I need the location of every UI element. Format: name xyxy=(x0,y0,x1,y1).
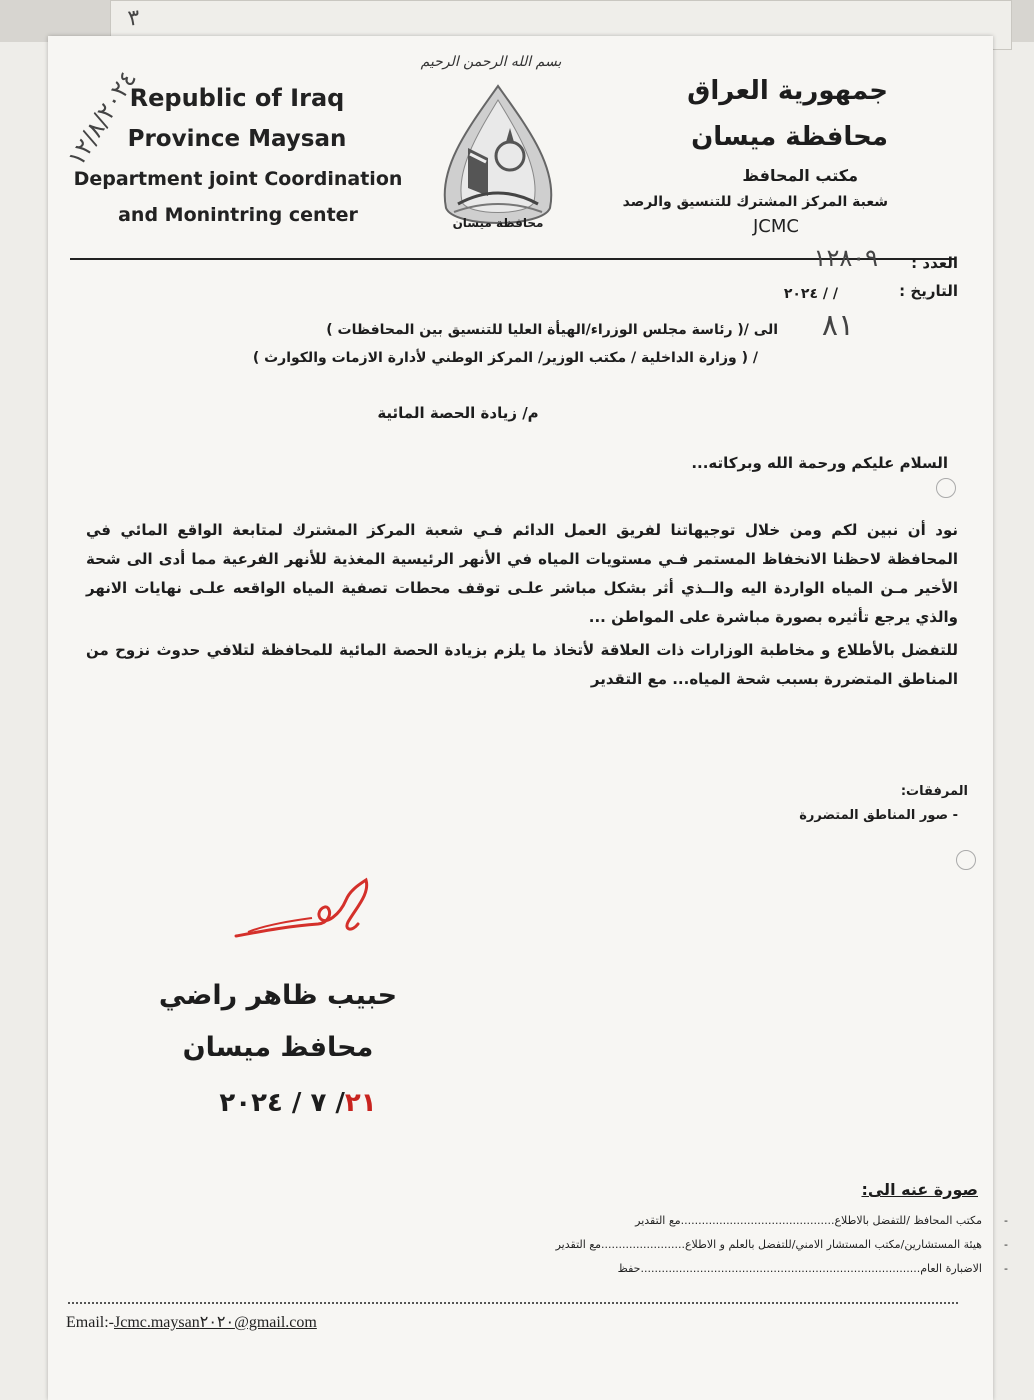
header-ar-province: محافظة ميسان xyxy=(691,122,888,152)
body-paragraph-2: للتفضل بالأطلاع و مخاطبة الوزارات ذات العلاقة لأتخاذ ما يلزم بزيادة الحصة المائية للمحافظة لتلافي حدوث نزوح من المناطق المتضررة بسبب شحة المياه... مع التقدير xyxy=(86,641,958,688)
email-value: Jcmc.maysan٢٠٢٠@gmail.com xyxy=(113,1314,317,1331)
footer-divider xyxy=(68,1302,958,1304)
punch-mark xyxy=(936,478,956,498)
addressee-line-2: / ( وزارة الداخلية / مكتب الوزير/ المركز الوطني لأدارة الازمات والكوارث ) xyxy=(252,350,758,366)
handwritten-corner-mark: ٣ xyxy=(126,5,142,32)
header-en-province: Province Maysan xyxy=(127,126,347,152)
copy-row-note: مع التقدير xyxy=(555,1238,602,1251)
signature-date-rest: / ٧ / ٢٠٢٤ xyxy=(219,1088,345,1118)
date-value: / / ٢٠٢٤ xyxy=(783,286,838,302)
email-label: Email:- xyxy=(66,1314,114,1331)
header-en-country: Republic of Iraq xyxy=(129,84,345,112)
header-jcmc: JCMC xyxy=(753,216,799,237)
header-en-department: Department joint Coordination xyxy=(73,168,403,190)
handwritten-signature-icon xyxy=(228,874,388,954)
letter-page xyxy=(48,36,1008,1400)
copy-row: -هيئة المستشارين/مكتب المستشار الامني/للتفضل بالعلم و الاطلاع........................مع التقدير xyxy=(555,1238,1008,1251)
copy-row-text: مكتب المحافظ /للتفضل بالاطلاع xyxy=(834,1214,982,1227)
handwritten-date: ١٢/٨/٢٠٢٤ xyxy=(62,65,143,171)
number-label: العدد : xyxy=(911,254,958,272)
signatory-title: محافظ ميسان xyxy=(182,1032,374,1063)
date-label: التاريخ : xyxy=(899,282,958,300)
header-ar-office: مكتب المحافظ xyxy=(742,166,858,185)
body-paragraph-1: نود أن نبين لكم ومن خلال توجيهاتنا لفريق العمل الدائم فـي شعبة المركز المشترك لمتابعة الواقع المائي في المحافظة لاحظنا الانخفاظ المستمر فـي مستويات المياه في الأنهر الرئيسية المغذية للأنهر الفرعية مما أدى الى شحة الأخير مـن المياه الواردة اليه والــذي أثر بشكل مباشر علـى توقف محطات تصفية المياه الواقعه علـى نهايات الانهر والذي يرجع تأثيره بصورة مباشرة على المواطن ... xyxy=(86,521,958,626)
signature-date-day: ٢١ xyxy=(344,1088,377,1118)
signatory-name: حبيب ظاهر راضي xyxy=(158,980,398,1011)
addressee-line-1: الى /( رئاسة مجلس الوزراء/الهيأة العليا للتنسيق بين المحافظات ) xyxy=(326,322,778,338)
copy-row: -الاضبارة العام................................................................................حفظ xyxy=(617,1262,1008,1275)
copy-row: -مكتب المحافظ /للتفضل بالاطلاع............................................مع التقدير xyxy=(635,1214,1008,1227)
header-en-center: and Monintring center xyxy=(118,204,358,226)
copy-row-note: حفظ xyxy=(617,1262,641,1275)
copy-row-text: الاضبارة العام xyxy=(920,1262,982,1275)
header-ar-country: جمهورية العراق xyxy=(687,76,888,106)
footer-email xyxy=(66,1312,317,1332)
maysan-emblem-icon xyxy=(428,78,568,238)
logo-caption: محافظة ميسان xyxy=(452,216,544,230)
greeting: السلام عليكم ورحمة الله وبركاته... xyxy=(691,454,948,472)
copies-heading: صورة عنه الى: xyxy=(861,1180,978,1199)
handwritten-mark: ٨١ xyxy=(821,308,855,343)
attachment-item: - صور المناطق المتضررة xyxy=(799,808,958,823)
copy-row-note: مع التقدير xyxy=(635,1214,681,1227)
punch-mark xyxy=(956,850,976,870)
subject: م/ زيادة الحصة المائية xyxy=(377,404,539,422)
number-value: ١٢٨٠٩ xyxy=(813,244,878,272)
signature-date xyxy=(198,1088,398,1118)
attachments-label: المرفقات: xyxy=(900,784,968,799)
copy-row-text: هيئة المستشارين/مكتب المستشار الامني/للتفضل بالعلم و الاطلاع xyxy=(684,1238,982,1251)
header-ar-department: شعبة المركز المشترك للتنسيق والرصد xyxy=(622,194,888,210)
basmala: بسم الله الرحمن الرحيم xyxy=(420,54,562,70)
